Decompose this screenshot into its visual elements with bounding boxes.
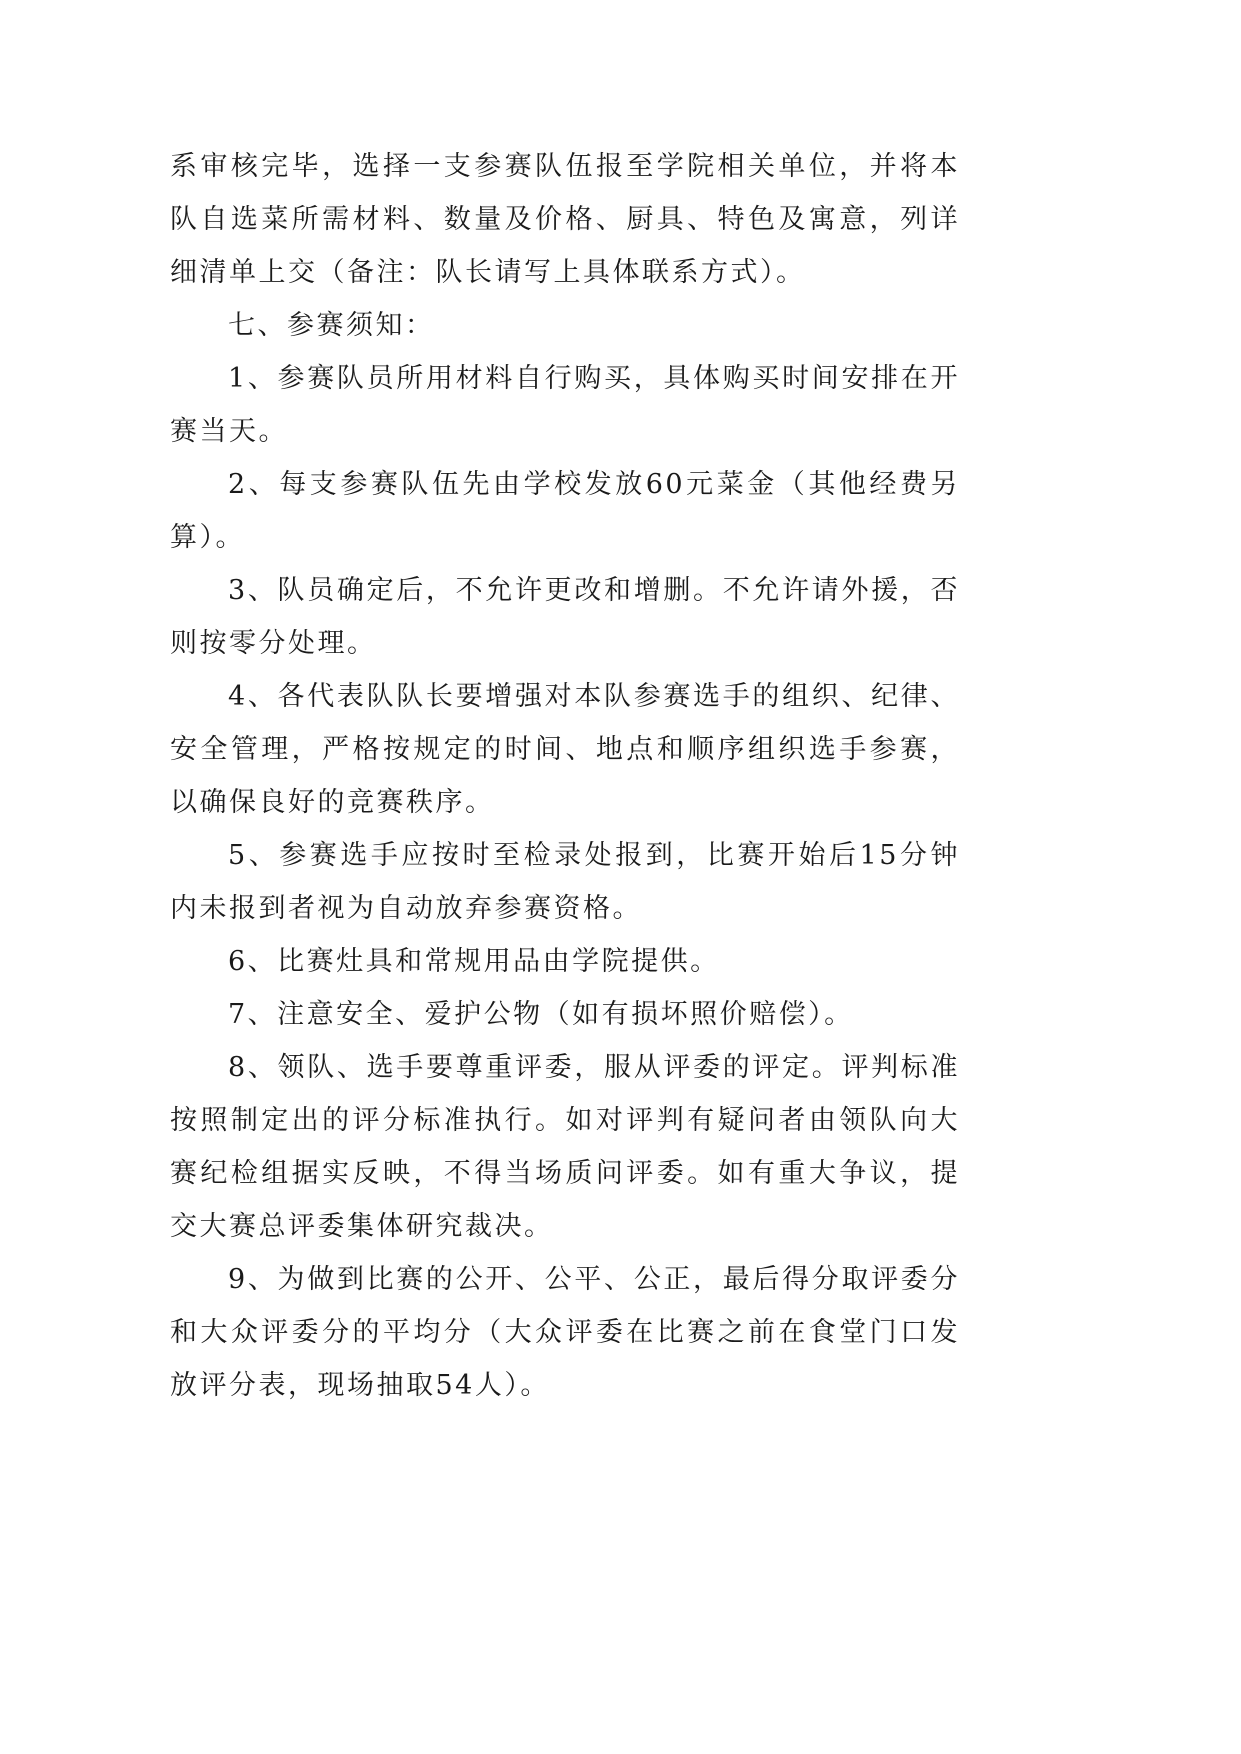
rule-item-1: 1、参赛队员所用材料自行购买，具体购买时间安排在开赛当天。: [170, 363, 960, 447]
rule-item-5: 5、参赛选手应按时至检录处报到，比赛开始后15分钟内未报到者视为自动放弃参赛资格。: [170, 840, 960, 924]
section-heading-rules: 七、参赛须知：: [228, 310, 435, 341]
rule-item-8: 8、领队、选手要尊重评委，服从评委的评定。评判标准按照制定出的评分标准执行。如对评判有疑问者由领队向大赛纪检组据实反映，不得当场质问评委。如有重大争议，提交大赛总评委集体研究裁决。: [170, 1052, 960, 1242]
rule-item-7: 7、注意安全、爱护公物（如有损坏照价赔偿）。: [228, 999, 854, 1030]
paragraph-continuation: 系审核完毕，选择一支参赛队伍报至学院相关单位，并将本队自选菜所需材料、数量及价格、厨具、特色及寓意，列详细清单上交（备注：队长请写上具体联系方式）。: [170, 151, 960, 288]
rule-item-6: 6、比赛灶具和常规用品由学院提供。: [228, 946, 720, 977]
document-body: [170, 140, 960, 1412]
rule-item-4: 4、各代表队队长要增强对本队参赛选手的组织、纪律、安全管理，严格按规定的时间、地点和顺序组织选手参赛，以确保良好的竞赛秩序。: [170, 681, 960, 818]
rule-item-3: 3、队员确定后，不允许更改和增删。不允许请外援，否则按零分处理。: [170, 575, 960, 659]
rule-item-9: 9、为做到比赛的公开、公平、公正，最后得分取评委分和大众评委分的平均分（大众评委在比赛之前在食堂门口发放评分表，现场抽取54人）。: [170, 1264, 960, 1401]
rule-item-2: 2、每支参赛队伍先由学校发放60元菜金（其他经费另算）。: [170, 469, 960, 553]
